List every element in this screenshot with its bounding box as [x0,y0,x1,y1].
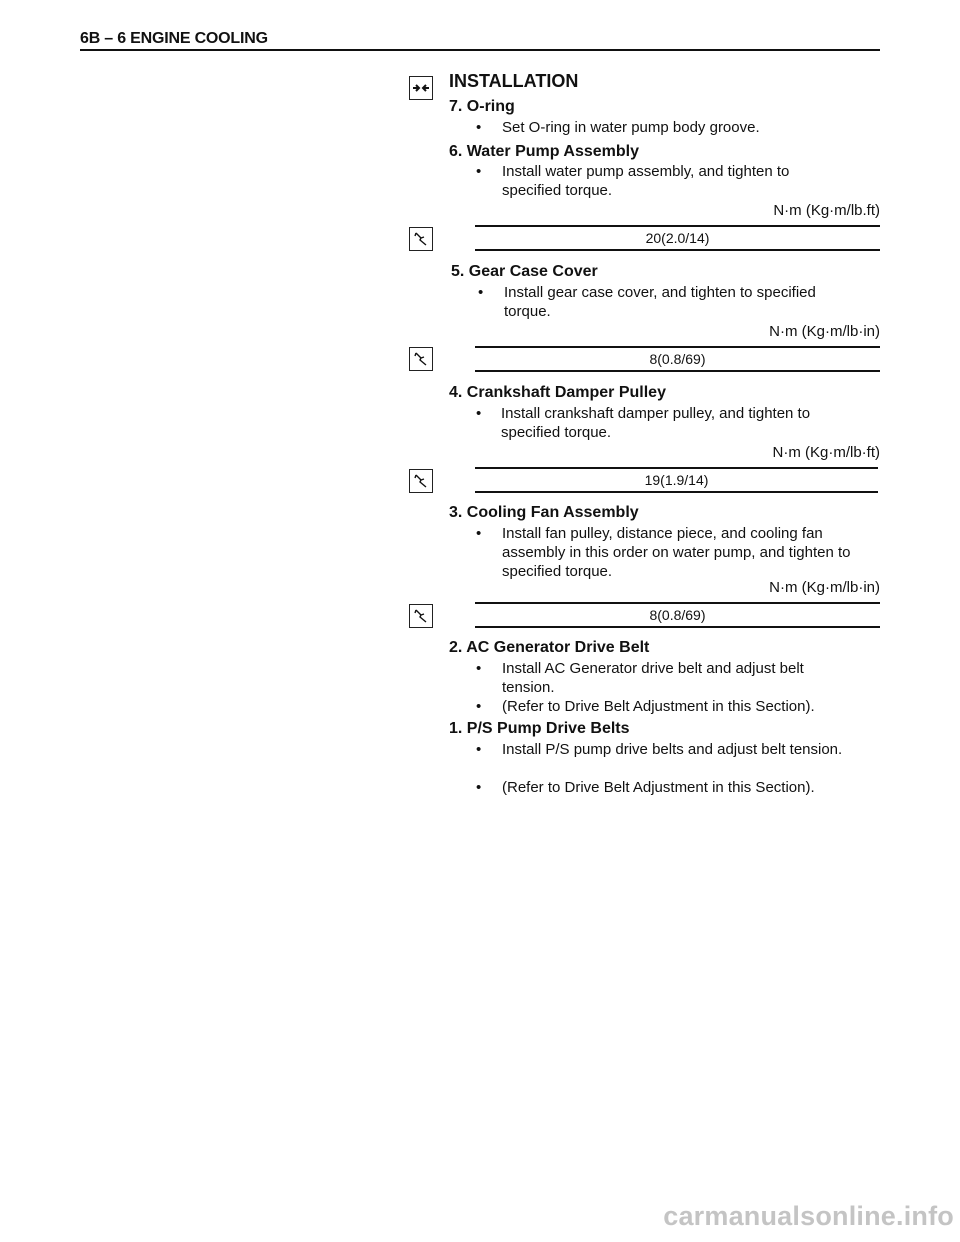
bullet-icon: • [478,284,484,301]
step-1-bullet-1: • Install P/S pump drive belts and adjust belt tension. [476,741,843,758]
torque-wrench-icon [409,227,433,251]
bullet-icon: • [476,163,482,180]
bullet-icon: • [476,698,482,715]
step-5-heading: 5. Gear Case Cover [451,263,598,280]
step-5-torque-table [475,346,880,372]
step-4-torque-table [475,467,878,493]
bullet-icon: • [476,660,482,677]
step-4-torque-unit: N·m (Kg·m/lb·ft) [772,444,880,461]
bullet-icon: • [476,779,482,796]
watermark: carmanualsonline.info [663,1201,954,1231]
step-2-bullet-1: • Install AC Generator drive belt and adjust belt tension. [476,660,804,696]
step-5-bullet-1: • Install gear case cover, and tighten to specified torque. [478,284,816,320]
step-2-bullet-2: • (Refer to Drive Belt Adjustment in this Section). [476,698,815,715]
step-6-heading: 6. Water Pump Assembly [449,143,639,160]
step-3-torque-table [475,602,880,628]
torque-value: 8(0.8/69) [649,607,706,623]
step-7-bullet-1: • Set O-ring in water pump body groove. [476,119,760,136]
step-6-torque-unit: N·m (Kg·m/lb.ft) [773,202,880,219]
torque-wrench-icon [409,469,433,493]
step-4-heading: 4. Crankshaft Damper Pulley [449,384,666,401]
step-3-bullet-1: • Install fan pulley, distance piece, and cooling fan assembly in this order on water pump, and tighten to specified torque. [476,525,851,580]
step-3-torque-unit: N·m (Kg·m/lb·in) [769,579,880,596]
header-rule [80,49,880,51]
step-6-bullet-1: • Install water pump assembly, and tighten to specified torque. [476,163,790,199]
bullet-icon: • [476,741,482,758]
page-header: 6B – 6 ENGINE COOLING [80,30,268,47]
bullet-icon: • [476,119,482,136]
section-title: INSTALLATION [449,71,579,91]
step-1-heading: 1. P/S Pump Drive Belts [449,720,630,737]
torque-wrench-icon [409,604,433,628]
torque-value: 19(1.9/14) [644,472,709,488]
step-4-bullet-1: • Install crankshaft damper pulley, and tighten to specified torque. [476,405,811,441]
torque-value: 8(0.8/69) [649,351,706,367]
torque-value: 20(2.0/14) [645,230,710,246]
step-7-heading: 7. O-ring [449,98,515,115]
step-3-heading: 3. Cooling Fan Assembly [449,504,639,521]
step-2-heading: 2. AC Generator Drive Belt [449,639,650,656]
step-1-bullet-2: • (Refer to Drive Belt Adjustment in this Section). [476,779,815,796]
torque-wrench-icon [409,347,433,371]
step-5-torque-unit: N·m (Kg·m/lb·in) [769,323,880,340]
install-arrows-icon [409,76,433,100]
bullet-icon: • [476,405,482,422]
bullet-icon: • [476,525,482,542]
step-6-torque-table [475,225,880,251]
